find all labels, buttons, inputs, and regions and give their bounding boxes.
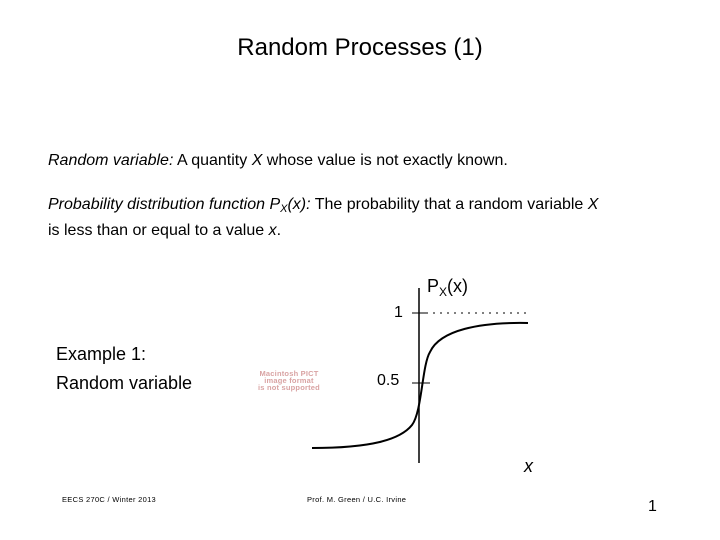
cdf-graph xyxy=(300,270,560,480)
definition-random-variable xyxy=(48,150,508,171)
tick-label-1: 1 xyxy=(394,304,403,321)
footer-course: EECS 270C / Winter 2013 xyxy=(62,495,157,504)
ylabel-px xyxy=(427,276,468,299)
ylabel-p: P xyxy=(427,276,440,296)
ylabel-sub: X xyxy=(439,285,448,299)
page-number: 1 xyxy=(648,498,657,515)
var-X: X xyxy=(251,152,263,169)
p2-var-x: x xyxy=(268,222,277,239)
p2-term-a: Probability distribution function P xyxy=(48,196,281,213)
p2-text2: is less than or equal to a value xyxy=(48,222,269,239)
definition-distribution-function xyxy=(48,194,688,241)
placeholder-line1: Macintosh PICT xyxy=(259,369,319,378)
term-distribution-function xyxy=(48,196,311,213)
footer-author: Prof. M. Green / U.C. Irvine xyxy=(307,495,407,504)
slide-title: Random Processes (1) xyxy=(237,34,483,61)
term-random-variable: Random variable: xyxy=(48,152,174,169)
p2-term-var: x xyxy=(292,196,301,213)
p2-text3: . xyxy=(276,222,282,239)
p1-text2: whose value is not exactly known. xyxy=(262,152,508,169)
p2-term-sub: X xyxy=(280,203,288,215)
tick-label-05: 0.5 xyxy=(377,372,400,389)
cdf-graph-svg xyxy=(300,270,560,480)
p2-term-b: ( xyxy=(287,196,293,213)
example-label xyxy=(56,340,192,398)
cdf-curve xyxy=(312,323,528,448)
placeholder-line3: is not supported xyxy=(258,383,320,392)
xlabel-x: x xyxy=(524,456,533,476)
ylabel-arg: (x) xyxy=(447,276,469,296)
p2-text1: The probability that a random variable xyxy=(310,196,588,213)
p2-term-c: ): xyxy=(300,196,311,213)
example-line2: Random variable xyxy=(56,373,193,393)
p2-var-X: X xyxy=(587,196,599,213)
placeholder-line2: image format xyxy=(264,376,314,385)
p1-text1: A quantity xyxy=(173,152,252,169)
example-line1: Example 1: xyxy=(56,344,147,364)
